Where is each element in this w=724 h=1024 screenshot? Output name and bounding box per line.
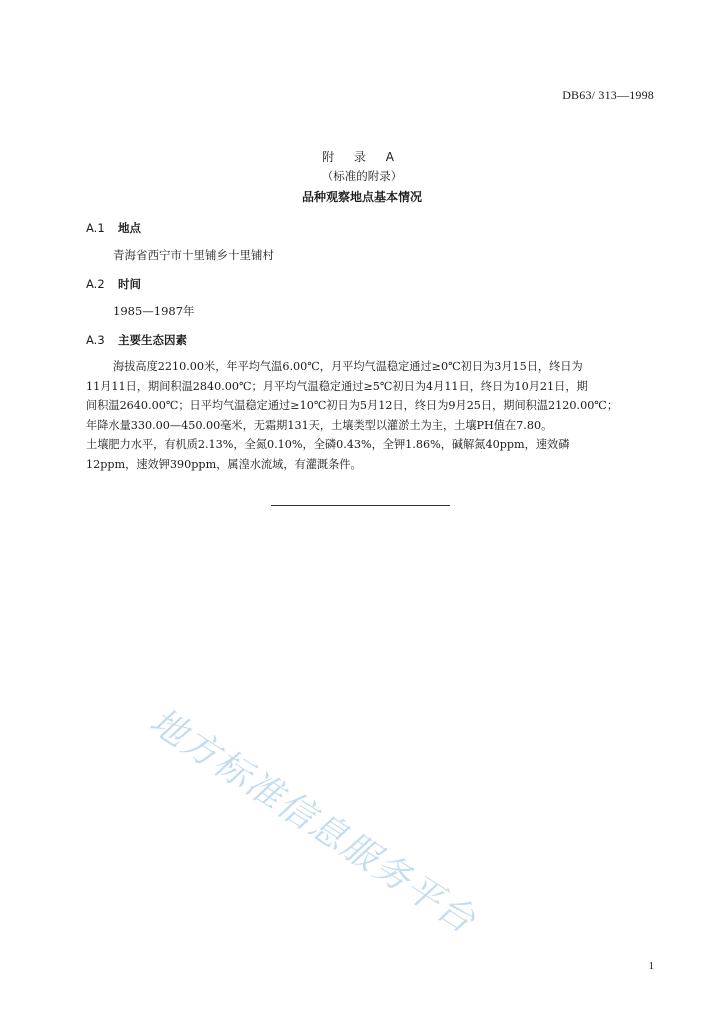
document-code: DB63/ 313—1998 <box>562 88 654 102</box>
end-rule <box>271 505 450 506</box>
paragraph-line: 间积温2640.00℃；日平均气温稳定通过≥10℃初日为5月12日，终日为9月25日，期间积温2120.00℃； <box>86 399 619 412</box>
section-heading-a2 <box>86 276 141 292</box>
page-number: 1 <box>648 960 654 972</box>
annex-heading: 品种观察地点基本情况 <box>301 190 422 204</box>
section-number: A.2 <box>86 277 105 291</box>
section-title: 时间 <box>118 277 141 291</box>
annex-subtitle: （标准的附录） <box>321 169 403 183</box>
paragraph-line: 海拔高度2210.00米，年平均气温6.00℃，月平均气温稳定通过≥0℃初日为3月15日，终日为 <box>113 360 583 373</box>
ecology-paragraph <box>86 357 646 474</box>
section-body-a2: 1985—1987年 <box>113 304 195 318</box>
watermark-text: 地方标准信息服务平台 <box>142 700 484 943</box>
paragraph-line: 12ppm，速效钾390ppm，属湟水流域，有灌溉条件。 <box>86 457 362 471</box>
section-body-a1: 青海省西宁市十里铺乡十里铺村 <box>113 248 274 262</box>
paragraph-line: 土壤肥力水平，有机质2.13%，全氮0.10%，全磷0.43%，全钾1.86%，碱解氮40ppm，速效磷 <box>86 438 570 451</box>
section-heading-a3 <box>86 332 187 348</box>
section-heading-a1 <box>86 220 141 236</box>
section-number: A.1 <box>86 221 105 235</box>
section-title: 主要生态因素 <box>118 333 187 347</box>
paragraph-line: 年降水量330.00—450.00毫米，无霜期131天，土壤类型以灌淤土为主，土壤PH值在7.80。 <box>86 418 553 432</box>
section-number: A.3 <box>86 333 105 347</box>
section-title: 地点 <box>118 221 141 235</box>
paragraph-line: 11月11日，期间积温2840.00℃；月平均气温稳定通过≥5℃初日为4月11日，终日为10月21日，期 <box>86 379 588 393</box>
annex-title: 附 录 A <box>322 150 402 164</box>
